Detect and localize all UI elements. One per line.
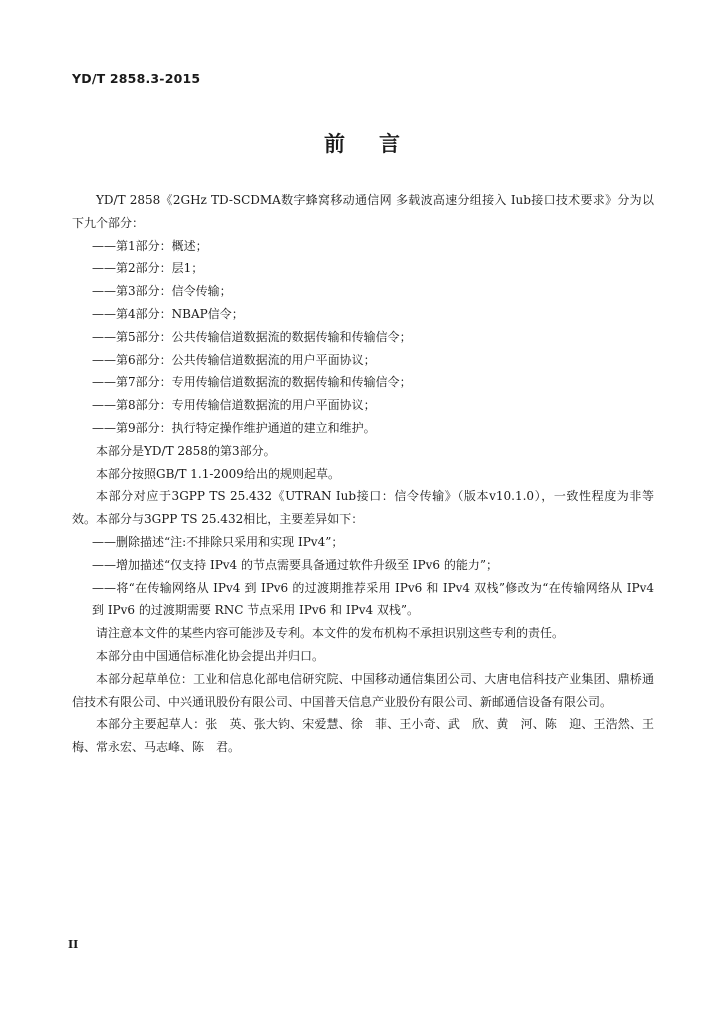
patent-paragraph: 请注意本文件的某些内容可能涉及专利。本文件的发布机构不承担识别这些专利的责任。 xyxy=(96,626,565,641)
part-item: ——第7部分：专用传输信道数据流的数据传输和传输信令； xyxy=(92,375,412,390)
part-item: ——第2部分：层1； xyxy=(92,261,204,276)
page-number: II xyxy=(68,938,79,951)
difference-item: ——增加描述“仅支持 IPv4 的节点需要具备通过软件升级至 IPv6 的能力”； xyxy=(92,557,498,572)
part-item: ——第9部分：执行特定操作维护通道的建立和维护。 xyxy=(92,420,376,435)
part-item: ——第3部分：信令传输； xyxy=(92,284,232,299)
drafting-rules-paragraph: 本部分按照GB/T 1.1-2009给出的规则起草。 xyxy=(96,466,340,481)
proposed-by-paragraph: 本部分由中国通信标准化协会提出并归口。 xyxy=(96,648,325,663)
difference-item: ——将“在传输网络从 IPv4 到 IPv6 的过渡期推荐采用 IPv6 和 IPv4 双栈”修改为“在传输网络从 IPv4 到 IPv6 的过渡期需要 RNC 节点采用 IPv6 和 IPv4 双栈”。 xyxy=(92,580,654,618)
intro-paragraph: YD/T 2858《2GHz TD-SCDMA数字蜂窝移动通信网 多载波高速分组接入 Iub接口技术要求》分为以下九个部分： xyxy=(72,193,654,230)
correspondence-paragraph: 本部分对应于3GPP TS 25.432《UTRAN Iub接口：信令传输》（版本v10.1.0），一致性程度为非等效。本部分与3GPP TS 25.432相比，主要差异如下： xyxy=(72,489,654,527)
part-item: ——第1部分：概述； xyxy=(92,238,208,253)
drafters-paragraph: 本部分主要起草人：张 英、张大钧、宋爱慧、徐 菲、王小奇、武 欣、黄 河、陈 迎、王浩然、王 梅、常永宏、马志峰、陈 君。 xyxy=(72,717,667,755)
drafting-units-paragraph: 本部分起草单位：工业和信息化部电信研究院、中国移动通信集团公司、大唐电信科技产业集团、鼎桥通信技术有限公司、中兴通讯股份有限公司、中国普天信息产业股份有限公司、新邮通信设备有限公司。 xyxy=(72,671,654,709)
foreword-body xyxy=(72,189,667,759)
part-item: ——第6部分：公共传输信道数据流的用户平面协议； xyxy=(92,352,376,367)
difference-item: ——删除描述“注:不排除只采用和实现 IPv4”； xyxy=(92,534,344,549)
this-part-paragraph: 本部分是YD/T 2858的第3部分。 xyxy=(96,443,276,458)
page-title: 前言 xyxy=(324,132,434,156)
document-code: YD/T 2858.3-2015 xyxy=(72,71,201,86)
part-item: ——第8部分：专用传输信道数据流的用户平面协议； xyxy=(92,398,376,413)
part-item: ——第5部分：公共传输信道数据流的数据传输和传输信令； xyxy=(92,329,412,344)
part-item: ——第4部分：NBAP信令； xyxy=(92,306,244,321)
